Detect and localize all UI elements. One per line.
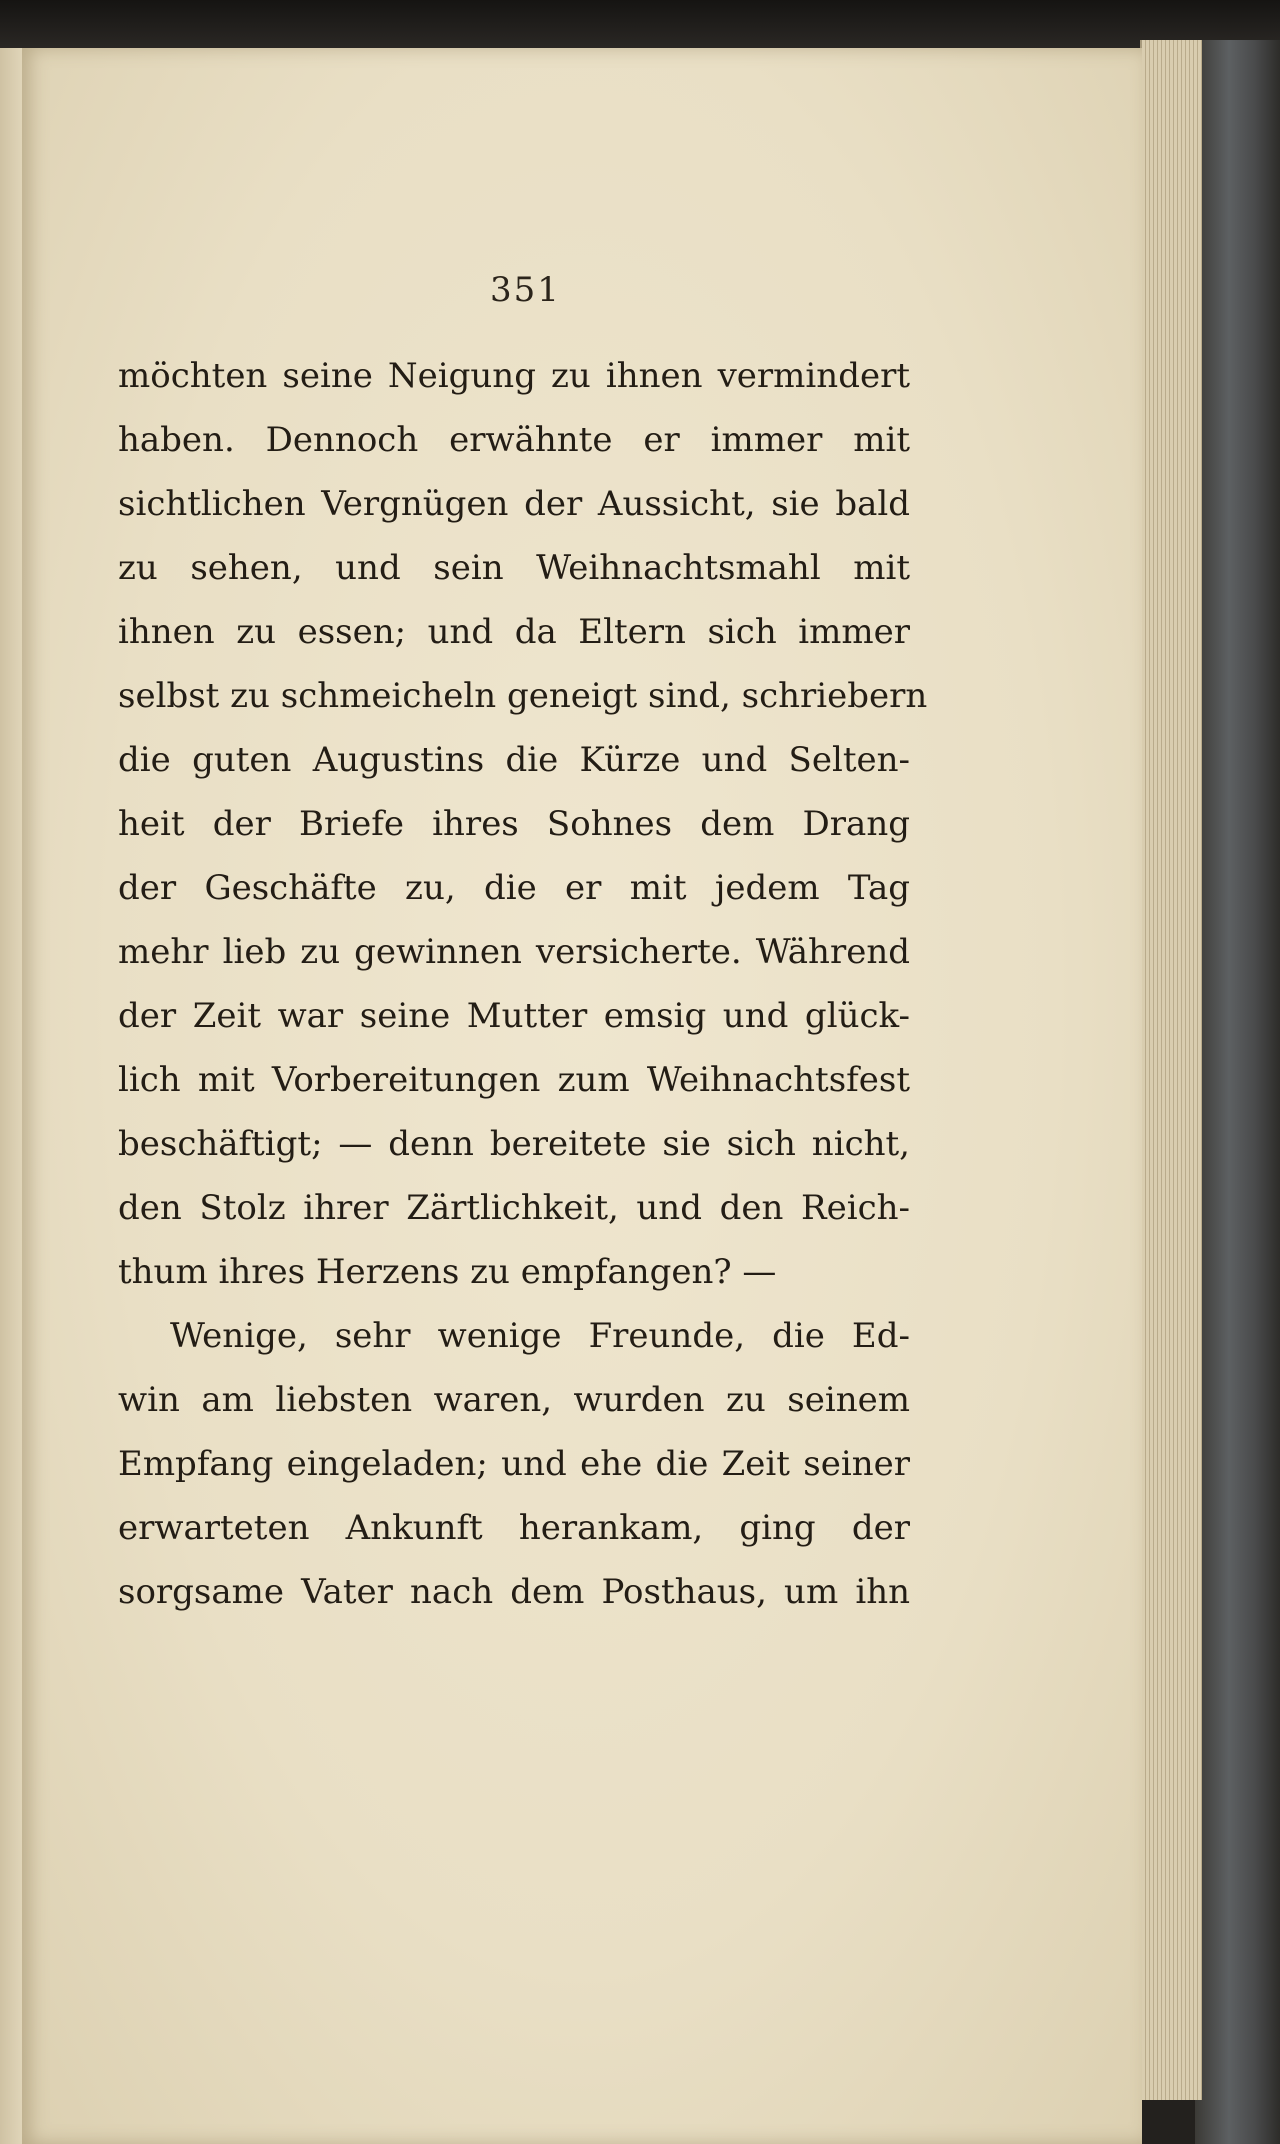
text-line: beschäftigt; — denn bereitete sie sich nicht, [118,1124,910,1164]
text-line: win am liebsten waren, wurden zu seinem [118,1380,910,1420]
page-text [118,344,928,1624]
page-number: 351 [490,270,561,310]
text-line: möchten seine Neigung zu ihnen vermindert [118,356,910,396]
text-line: den Stolz ihrer Zärtlichkeit, und den Reich- [118,1188,910,1228]
text-line: sorgsame Vater nach dem Posthaus, um ihn [118,1572,910,1612]
text-line: haben. Dennoch erwähnte er immer mit [118,420,910,460]
text-line: mehr lieb zu gewinnen versicherte. Während [118,932,910,972]
book-cover-edge [1195,40,1280,2144]
text-line: die guten Augustins die Kürze und Selten- [118,740,910,780]
page-stack-edge [1140,40,1202,2100]
text-line: zu sehen, und sein Weihnachtsmahl mit [118,548,910,588]
text-line: lich mit Vorbereitungen zum Weihnachtsfest [118,1060,910,1100]
text-line: der Zeit war seine Mutter emsig und glück- [118,996,910,1036]
text-line: erwarteten Ankunft herankam, ging der [118,1508,910,1548]
text-line: thum ihres Herzens zu empfangen? — [118,1252,777,1292]
text-line: ihnen zu essen; und da Eltern sich immer [118,612,910,652]
facing-page-edge [0,48,24,2144]
text-line: Empfang eingeladen; und ehe die Zeit seiner [118,1444,910,1484]
text-line: selbst zu schmeicheln geneigt sind, schriebern [118,676,928,716]
scan-top-edge [0,0,1280,48]
text-line: sichtlichen Vergnügen der Aussicht, sie bald [118,484,910,524]
book-page [22,48,1142,2144]
text-line: heit der Briefe ihres Sohnes dem Drang [118,804,910,844]
text-line: der Geschäfte zu, die er mit jedem Tag [118,868,910,908]
paragraph-first-line: Wenige, sehr wenige Freunde, die Ed- [170,1316,910,1356]
